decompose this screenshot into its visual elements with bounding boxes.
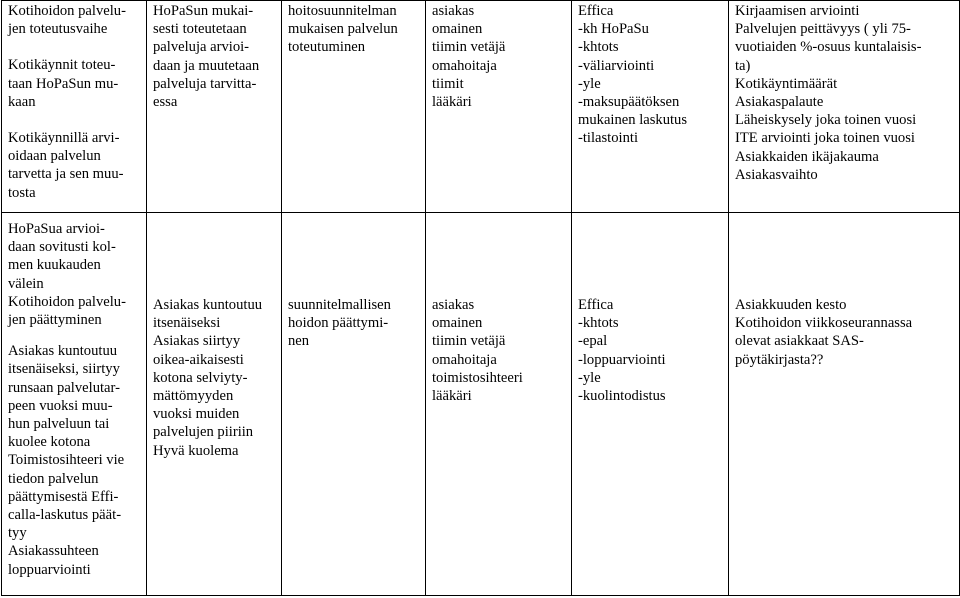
cell-text: essa bbox=[153, 94, 178, 111]
cell-text: vuotiaiden %-osuus kuntalaisis- bbox=[735, 39, 922, 56]
cell-text: taan HoPaSun mu- bbox=[8, 75, 119, 92]
cell-text: Kotikäynnillä arvi- bbox=[8, 130, 120, 147]
cell-text: lääkäri bbox=[432, 94, 472, 111]
cell-text: -khtots bbox=[578, 39, 619, 56]
cell-text: omahoitaja bbox=[432, 57, 497, 74]
table-cell-system bbox=[572, 213, 729, 596]
cell-text: vuoksi muiden bbox=[153, 406, 240, 423]
cell-text: jen päättyminen bbox=[8, 312, 102, 329]
cell-text: palveluja arvioi- bbox=[153, 39, 250, 56]
cell-text: ITE arviointi joka toinen vuosi bbox=[735, 130, 915, 147]
table-cell-goal bbox=[282, 1, 426, 213]
table-cell-system bbox=[572, 1, 729, 213]
cell-text: Asiakkaiden ikäjakauma bbox=[735, 148, 879, 165]
cell-text: -tilastointi bbox=[578, 130, 638, 147]
table-cell-phase bbox=[2, 1, 147, 213]
cell-text: men kuukauden bbox=[8, 257, 101, 274]
cell-text: ta) bbox=[735, 57, 751, 74]
cell-text: sesti toteutetaan bbox=[153, 21, 247, 38]
cell-text: -yle bbox=[578, 75, 601, 92]
cell-text: mukaisen palvelun bbox=[288, 21, 398, 38]
cell-text: -maksupäätöksen bbox=[578, 94, 680, 111]
table-cell-action bbox=[147, 1, 282, 213]
cell-text: Palvelujen peittävyys ( yli 75- bbox=[735, 21, 911, 38]
cell-text: Kirjaamisen arviointi bbox=[735, 3, 860, 19]
cell-text: oikea-aikaisesti bbox=[153, 351, 244, 368]
cell-text: Effica bbox=[578, 3, 614, 19]
cell-text: mukainen laskutus bbox=[578, 112, 688, 129]
table-cell-indicators bbox=[729, 213, 960, 596]
cell-text: peen vuoksi muu- bbox=[8, 397, 113, 414]
cell-text: nen bbox=[288, 333, 310, 350]
cell-text: kaan bbox=[8, 93, 36, 110]
cell-text: mättömyyden bbox=[153, 388, 234, 405]
cell-text: daan sovitusti kol- bbox=[8, 239, 116, 256]
cell-text: olevat asiakkaat SAS- bbox=[735, 333, 864, 350]
cell-text: lääkäri bbox=[432, 388, 472, 405]
cell-text: Asiakas siirtyy bbox=[153, 333, 241, 350]
cell-text: suunnitelmallisen bbox=[288, 297, 391, 313]
cell-text: omahoitaja bbox=[432, 351, 497, 368]
cell-text: tarvetta ja sen muu- bbox=[8, 166, 124, 183]
cell-text: Toimistosihteeri vie bbox=[8, 452, 125, 469]
table-cell-indicators bbox=[729, 1, 960, 213]
cell-text: omainen bbox=[432, 315, 483, 332]
cell-text: hoitosuunnitelman bbox=[288, 3, 397, 19]
cell-text: tosta bbox=[8, 184, 36, 201]
table-cell-participants bbox=[426, 1, 572, 213]
cell-text: Effica bbox=[578, 297, 614, 313]
cell-text: hoidon päättymi- bbox=[288, 315, 389, 332]
table-row bbox=[2, 213, 960, 596]
cell-text: tiimin vetäjä bbox=[432, 333, 506, 350]
process-table bbox=[1, 0, 960, 596]
cell-text: calla-laskutus päät- bbox=[8, 507, 122, 524]
cell-text: Kotihoidon viikkoseurannassa bbox=[735, 315, 913, 332]
cell-text: jen toteutusvaihe bbox=[8, 21, 108, 38]
table-cell-phase bbox=[2, 213, 147, 596]
cell-text: kotona selviyty- bbox=[153, 369, 248, 386]
cell-text: Kotikäyntimäärät bbox=[735, 75, 838, 92]
table-cell-goal bbox=[282, 213, 426, 596]
cell-text: oidaan palvelun bbox=[8, 148, 101, 165]
cell-text: daan ja muutetaan bbox=[153, 57, 260, 74]
cell-text: tiimit bbox=[432, 75, 464, 92]
cell-text: päättymisestä Effi- bbox=[8, 488, 119, 505]
cell-text: runsaan palvelutar- bbox=[8, 379, 120, 396]
cell-text: toteutuminen bbox=[288, 39, 366, 56]
cell-text: Asiakassuhteen bbox=[8, 543, 99, 560]
cell-text: Asiakasvaihto bbox=[735, 166, 818, 183]
cell-text: palveluja tarvitta- bbox=[153, 75, 257, 92]
cell-text: Asiakas kuntoutuu bbox=[153, 297, 263, 313]
cell-text: -kuolintodistus bbox=[578, 388, 666, 405]
cell-text: Hyvä kuolema bbox=[153, 442, 239, 459]
cell-text: -kh HoPaSu bbox=[578, 21, 649, 38]
cell-text: Kotihoidon palvelu- bbox=[8, 293, 126, 310]
cell-text: loppuarviointi bbox=[8, 561, 91, 578]
cell-text: pöytäkirjasta?? bbox=[735, 351, 824, 368]
cell-text: -väliarviointi bbox=[578, 57, 655, 74]
cell-text: palvelujen piiriin bbox=[153, 424, 254, 441]
cell-text: tyy bbox=[8, 525, 27, 542]
cell-text: Asiakkuuden kesto bbox=[735, 297, 847, 313]
cell-text: asiakas bbox=[432, 297, 475, 313]
cell-text: välein bbox=[8, 275, 44, 292]
cell-text: Asiakas kuntoutuu bbox=[8, 343, 118, 360]
table-cell-participants bbox=[426, 213, 572, 596]
cell-text: Läheiskysely joka toinen vuosi bbox=[735, 112, 917, 129]
cell-text: tiimin vetäjä bbox=[432, 39, 506, 56]
cell-text: -epal bbox=[578, 333, 608, 350]
cell-text: HoPaSua arvioi- bbox=[8, 221, 105, 237]
table-row bbox=[2, 1, 960, 213]
table-cell-action bbox=[147, 213, 282, 596]
cell-text: asiakas bbox=[432, 3, 475, 19]
cell-text: Asiakaspalaute bbox=[735, 94, 824, 111]
cell-text: HoPaSun mukai- bbox=[153, 3, 254, 19]
cell-text: -khtots bbox=[578, 315, 619, 332]
cell-text: toimistosihteeri bbox=[432, 369, 523, 386]
cell-text: Kotikäynnit toteu- bbox=[8, 57, 116, 74]
cell-text: Kotihoidon palvelu- bbox=[8, 3, 126, 19]
cell-text: omainen bbox=[432, 21, 483, 38]
cell-text: -loppuarviointi bbox=[578, 351, 666, 368]
cell-text: tiedon palvelun bbox=[8, 470, 99, 487]
cell-text: hun palveluun tai bbox=[8, 416, 110, 433]
cell-text: itsenäiseksi bbox=[153, 315, 221, 332]
cell-text: itsenäiseksi, siirtyy bbox=[8, 361, 120, 378]
cell-text: kuolee kotona bbox=[8, 434, 91, 451]
cell-text: -yle bbox=[578, 369, 601, 386]
